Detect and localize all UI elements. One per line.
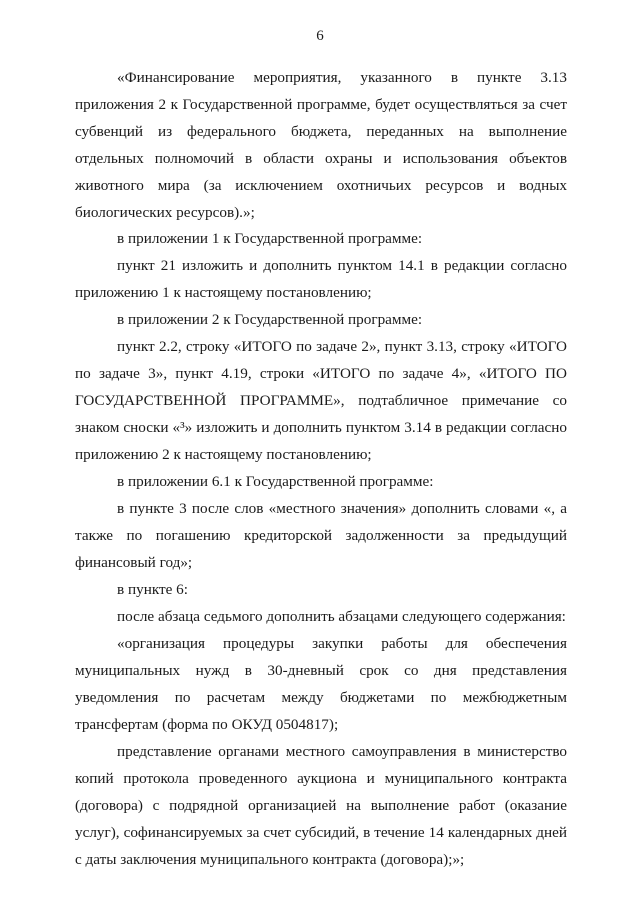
paragraph-financing: «Финансирование мероприятия, указанного в пункте 3.13 приложения 2 к Государственной программе, будет осуществляться за счет субвенций из федерального бюджета, переданных на выполнение отдельных полномочий в области охраны и использования объектов животного мира (за исключением охотничьих ресурсов и водных биологических ресурсов).»; xyxy=(75,69,567,221)
paragraph-after-seventh: после абзаца седьмого дополнить абзацами следующего содержания: xyxy=(117,608,566,625)
page-number: 6 xyxy=(316,28,324,44)
paragraph-item6-heading: в пункте 6: xyxy=(117,581,188,598)
paragraph-item3: в пункте 3 после слов «местного значения» дополнить словами «, а также по погашению кредиторской задолженности за предыдущий финансовый год»; xyxy=(75,500,567,571)
paragraph-appendix61-heading: в приложении 6.1 к Государственной программе: xyxy=(117,473,434,490)
paragraph-appendix2-items: пункт 2.2, строку «ИТОГО по задаче 2», пункт 3.13, строку «ИТОГО по задаче 3», пункт 4.19, строки «ИТОГО по задаче 4», «ИТОГО ПО ГОСУДАРСТВЕННОЙ ПРОГРАММЕ», подтабличное примечание со знаком сноски «³» изложить и дополнить пунктом 3.14 в редакции согласно приложению 2 к настоящему постановлению; xyxy=(75,338,567,463)
paragraph-appendix1-heading: в приложении 1 к Государственной программе: xyxy=(117,230,423,247)
paragraph-submission: представление органами местного самоуправления в министерство копий протокола проведенного аукциона и муниципального контракта (договора) с подрядной организацией на выполнение работ (оказание услуг), софинансируемых за счет субсидий, в течение 14 календарных дней с даты заключения муниципального контракта (договора);»; xyxy=(75,743,567,868)
paragraph-procurement: «организация процедуры закупки работы для обеспечения муниципальных нужд в 30-дневный срок со дня представления уведомления по расчетам между бюджетами по межбюджетным трансфертам (форма по ОКУД 0504817); xyxy=(75,635,567,733)
paragraph-appendix2-heading: в приложении 2 к Государственной программе: xyxy=(117,311,423,328)
paragraph-appendix1-item: пункт 21 изложить и дополнить пунктом 14.1 в редакции согласно приложению 1 к настоящему постановлению; xyxy=(75,257,567,301)
